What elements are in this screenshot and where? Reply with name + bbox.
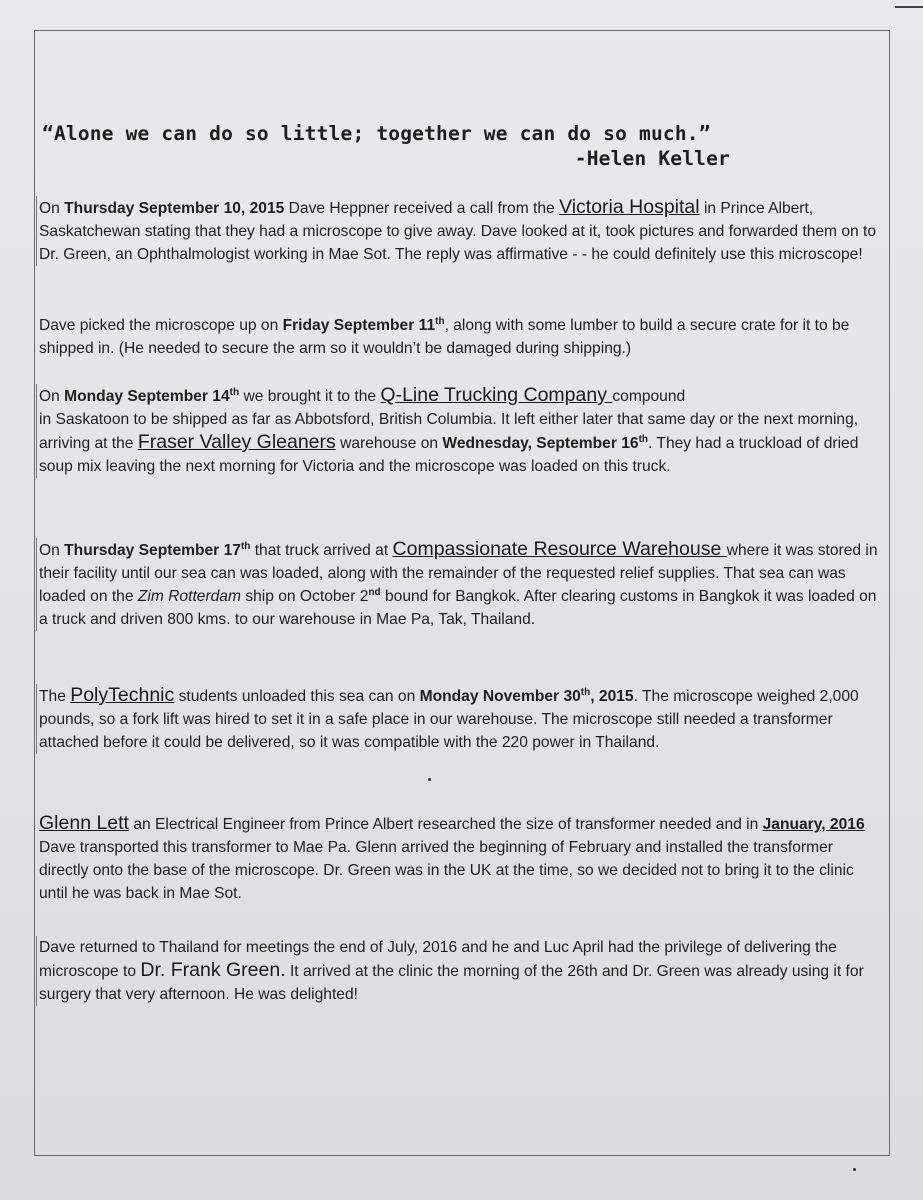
p4-text-h: bound for Bangkok. After clearing customs in Bangkok it was loaded on a truck and driven 800 kms. to our warehouse in Mae Pa, Tak, Thailand.: [39, 588, 877, 628]
p5-text-f: . The microscope weighed 2,000 pounds, so a fork lift was hired to set it in a safe place in our warehouse. The microscope still needed a transformer attached before it could be delivered, so it was compatible with the 220 power in Thailand.: [39, 688, 859, 751]
p1-date: Thursday September 10, 2015: [64, 200, 285, 217]
p5-date-text: Monday November 30: [419, 688, 581, 705]
p4-date-text: Thursday September 17: [64, 542, 241, 559]
paragraph-4: [36, 538, 885, 631]
p1-text-e: in Prince Albert, Saskatchewan stating that they had a microscope to give away. Dave looked at it, took pictures and forwarded them on to Dr. Green, an Ophthalmologist working in Mae Sot. The reply was affirmative - - he could definitely use this microscope!: [39, 200, 877, 263]
p6-text-b: an Electrical Engineer from Prince Albert researched the size of transformer needed and in: [128, 816, 763, 833]
paragraph-6: [39, 812, 885, 905]
paragraph-5: [36, 684, 885, 754]
p5-date-year: , 2015: [590, 688, 634, 705]
p3-text-c: we brought it to the: [239, 388, 381, 405]
p4-date: [64, 542, 250, 559]
p2-date: [283, 317, 445, 334]
victoria-hospital-link[interactable]: Victoria Hospital: [559, 196, 700, 218]
quote-author: -Helen Keller: [574, 147, 730, 170]
corner-mark: [895, 0, 923, 8]
p3-text-a: On: [39, 388, 65, 405]
p7-text-a: Dave returned to Thailand for meetings the end of July, 2016 and he and Luc April had the privilege of delivering the microscope to: [39, 939, 837, 980]
quote-block: [42, 122, 802, 170]
glenn-lett-link[interactable]: Glenn Lett: [39, 812, 129, 834]
p4-text-a: On: [39, 542, 65, 559]
p3-date-2: [442, 435, 648, 452]
p4-date-sup: th: [240, 540, 251, 552]
q-line-trucking-link[interactable]: Q-Line Trucking Company: [380, 384, 613, 406]
ship-name: Zim Rotterdam: [137, 588, 241, 605]
p2-text-a: Dave picked the microscope up on: [39, 317, 283, 334]
p5-date: [420, 688, 634, 705]
p2-text-c: , along with some lumber to build a secure crate for it to be shipped in. (He needed to secure the arm so it wouldn’t be damaged during shipping.): [39, 317, 850, 357]
p3-date-2-sup: th: [638, 433, 649, 445]
polytechnic-link[interactable]: PolyTechnic: [70, 684, 175, 706]
p3-text-j: . They had a truckload of dried soup mix leaving the next morning for Victoria and the microscope was loaded on this truck.: [39, 435, 859, 475]
p3-text-f: in Saskatoon to be shipped as far as Abbotsford, British Columbia. It left either later that same day or the next morning, arriving at the: [39, 411, 859, 452]
compassionate-resource-warehouse-link[interactable]: Compassionate Resource Warehouse: [392, 538, 727, 560]
p4-text-g: ship on October 2: [240, 588, 369, 605]
p5-date-sup: th: [580, 686, 591, 698]
p3-date-2-text: Wednesday, September 16: [442, 435, 639, 452]
p6-text-d: Dave transported this transformer to Mae Pa. Glenn arrived the beginning of February and installed the transformer directly onto the base of the microscope. Dr. Green was in the UK at the time, so we decided not to bring it to the clinic until he was back in Mae Sot.: [39, 839, 854, 902]
fraser-valley-gleaners-link[interactable]: Fraser Valley Gleaners: [137, 431, 336, 453]
p4-text-g-sup: nd: [368, 586, 381, 598]
p3-date: [64, 388, 239, 405]
p2-date-text: Friday September 11: [282, 317, 436, 334]
p5-text-a: The: [39, 688, 71, 705]
paragraph-1: [36, 196, 885, 266]
p3-text-h: warehouse on: [335, 435, 443, 452]
speck: [853, 1168, 856, 1171]
paragraph-3: [36, 384, 885, 478]
p5-text-c: students unloaded this sea can on: [174, 688, 420, 705]
p7-text-c: It arrived at the clinic the morning of the 26th and Dr. Green was already using it for surgery that very afternoon. He was delighted!: [39, 963, 864, 1003]
p4-text-c: that truck arrived at: [250, 542, 393, 559]
speck: [428, 778, 431, 781]
p6-date: January, 2016: [762, 816, 865, 833]
paragraph-2: [39, 314, 885, 360]
p1-text-a: On: [39, 200, 65, 217]
p1-text-c: Dave Heppner received a call from the: [284, 200, 560, 217]
p3-date-text: Monday September 14: [64, 388, 230, 405]
p3-text-e: compound: [612, 388, 686, 405]
dr-frank-green: Dr. Frank Green.: [140, 959, 286, 981]
p2-date-sup: th: [435, 315, 445, 327]
paragraph-7: [36, 936, 885, 1006]
p3-date-sup: th: [229, 386, 240, 398]
p4-text-e: where it was stored in their facility until our sea can was loaded, along with the remainder of the requested relief supplies. That sea can was loaded on the: [39, 542, 878, 605]
quote-text: “Alone we can do so little; together we can do so much.”: [42, 122, 711, 145]
